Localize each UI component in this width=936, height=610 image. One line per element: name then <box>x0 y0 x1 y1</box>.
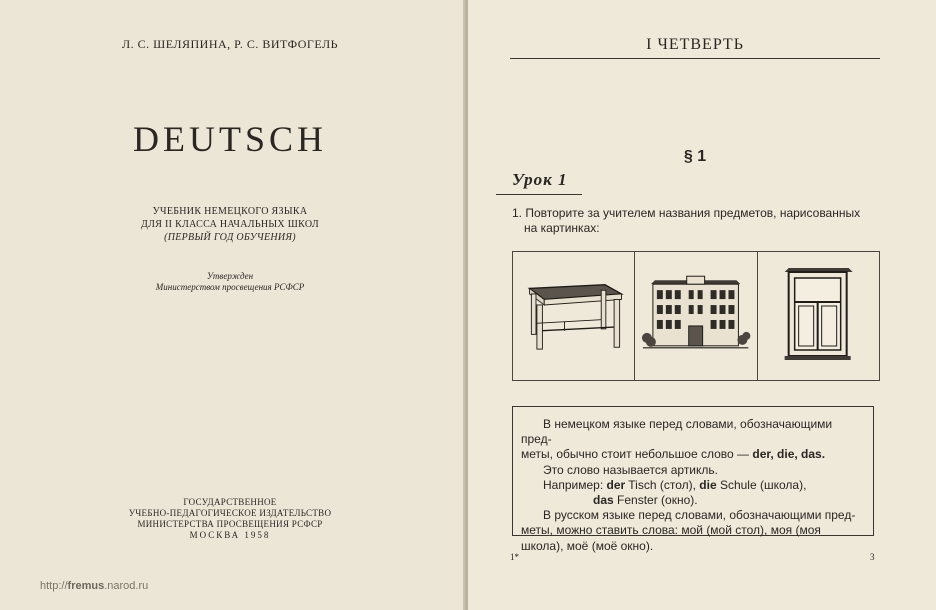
rule-text: меты, обычно стоит небольшое слово — <box>521 447 753 462</box>
rule-text: Tisch (стол), <box>625 477 700 492</box>
approval-note <box>100 271 360 293</box>
publisher-block <box>100 497 360 541</box>
rule-text: Например: <box>543 477 607 492</box>
city-year: МОСКВА 1958 <box>189 530 271 540</box>
paragraph-number: § 1 <box>683 148 707 165</box>
url-host: fremus <box>67 580 105 592</box>
source-url[interactable] <box>40 580 148 592</box>
rule-line: меты, можно ставить слова: мой (мой стол), моя (моя <box>521 523 821 538</box>
window-picture <box>758 252 879 380</box>
rule-text: Fenster (окно). <box>613 493 698 508</box>
rule-line <box>513 478 873 493</box>
approval-line: Утвержден <box>206 271 254 281</box>
table-drawing <box>513 252 634 380</box>
approval-line: Министерством просвещения РСФСР <box>155 282 305 292</box>
page-number: 3 <box>870 552 875 562</box>
rule-line <box>513 447 873 462</box>
publisher-line: МИНИСТЕРСТВА ПРОСВЕЩЕНИЯ РСФСР <box>137 519 323 529</box>
school-building-picture <box>635 252 757 380</box>
rule-line <box>513 493 873 508</box>
rule-line: школа), моё (моё окно). <box>521 538 654 553</box>
school-drawing <box>635 252 756 380</box>
quarter-heading: I ЧЕТВЕРТЬ <box>646 36 744 53</box>
subtitle-line: (ПЕРВЫЙ ГОД ОБУЧЕНИЯ) <box>164 232 296 243</box>
rule-line: Это слово называется артикль. <box>543 462 718 477</box>
signature-mark: 1* <box>510 552 519 562</box>
subtitle-line: ДЛЯ II КЛАССА НАЧАЛЬНЫХ ШКОЛ <box>141 219 319 230</box>
rule-line: В немецком языке перед словами, обозначающими пред- <box>521 417 833 447</box>
publisher-line: УЧЕБНО-ПЕДАГОГИЧЕСКОЕ ИЗДАТЕЛЬСТВО <box>128 508 332 518</box>
authors: Л. С. ШЕЛЯПИНА, Р. С. ВИТФОГЕЛЬ <box>121 37 339 51</box>
window-drawing <box>758 252 879 380</box>
lesson-underline <box>496 194 582 195</box>
article-das: das <box>593 493 614 508</box>
url-prefix: http:// <box>40 580 68 592</box>
article-list: der, die, das. <box>752 447 826 462</box>
task-1 <box>512 206 880 236</box>
url-suffix: .narod.ru <box>104 580 149 592</box>
publisher-line: ГОСУДАРСТВЕННОЕ <box>183 497 277 507</box>
rule-text: Schule (школа), <box>716 477 807 492</box>
task-line: на картинках: <box>524 221 600 235</box>
article-der: der <box>606 477 626 492</box>
picture-strip <box>512 251 880 381</box>
article-die: die <box>699 477 717 492</box>
lesson-heading: Урок 1 <box>512 170 568 189</box>
book-title: DEUTSCH <box>132 119 327 159</box>
header-rule <box>510 58 880 59</box>
table-picture <box>513 252 635 380</box>
title-page <box>0 0 466 610</box>
subtitle-line: УЧЕБНИК НЕМЕЦКОГО ЯЗЫКА <box>152 206 308 217</box>
book-subtitle <box>100 205 360 244</box>
grammar-rule-box <box>512 406 874 553</box>
rule-line: В русском языке перед словами, обозначающими пред- <box>543 508 856 523</box>
task-line: 1. Повторите за учителем названия предметов, нарисованных <box>512 206 861 220</box>
